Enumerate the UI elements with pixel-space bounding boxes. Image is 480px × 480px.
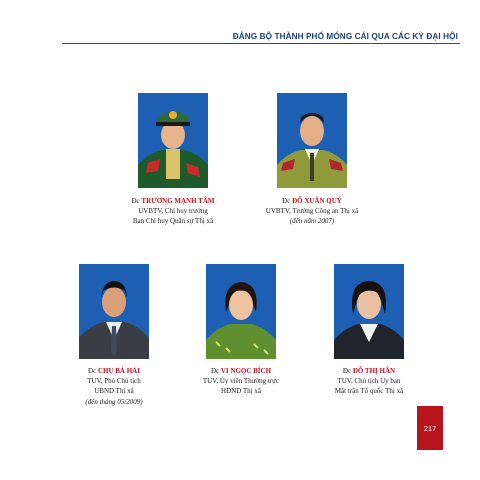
page-header-title: ĐẢNG BỘ THÀNH PHỐ MÓNG CÁI QUA CÁC KỲ ĐẠI HỘI <box>232 32 458 41</box>
person-term-note: (đến tháng 05/2009) <box>85 397 143 406</box>
header-divider <box>62 43 460 44</box>
person-position-line: HĐND Thị xã <box>221 387 261 396</box>
person-name-line <box>232 196 392 206</box>
portrait-photo <box>277 93 347 188</box>
person-position-line: UVBTV, Trưởng Công an Thị xã <box>265 207 359 216</box>
title-prefix: Đc <box>131 197 140 205</box>
person-name: CHU BÁ HẢI <box>97 367 140 375</box>
person-position-line: TUV, Chủ tịch Ủy ban <box>337 377 401 386</box>
title-prefix: Đc <box>210 367 220 375</box>
title-prefix: Đc <box>282 197 291 205</box>
person-name-line <box>93 196 253 206</box>
person-position-line: TUV, Ủy viên Thường trực <box>202 377 280 386</box>
title-prefix: Đc <box>342 367 352 375</box>
person-position-line: TUV, Phó Chủ tịch <box>87 377 141 386</box>
portrait-photo <box>79 264 149 359</box>
person-position-line: UBND Thị xã <box>94 387 134 396</box>
title-prefix: Đc <box>88 367 97 375</box>
person-name-line <box>289 366 449 376</box>
person-position-line: Mặt trận Tổ quốc Thị xã <box>334 387 404 396</box>
person-caption <box>232 196 392 227</box>
person-caption <box>93 196 253 227</box>
person-name: ĐỖ THỊ HÂN <box>352 367 396 375</box>
portrait-photo <box>138 93 208 188</box>
portrait-photo <box>334 264 404 359</box>
person-term-note: (đến năm 2007) <box>289 217 335 226</box>
person-name: ĐỖ XUÂN QUÝ <box>292 197 342 205</box>
person-caption <box>289 366 449 397</box>
person-name: VI NGỌC BÍCH <box>220 367 272 375</box>
person-position-line: Ban Chỉ huy Quân sự Thị xã <box>132 217 214 226</box>
person-name: TRƯƠNG MẠNH TÂM <box>141 197 215 205</box>
portrait-photo <box>206 264 276 359</box>
person-position-line: UVBTV, Chỉ huy trưởng <box>138 207 208 216</box>
page-number: 217 <box>423 424 437 433</box>
